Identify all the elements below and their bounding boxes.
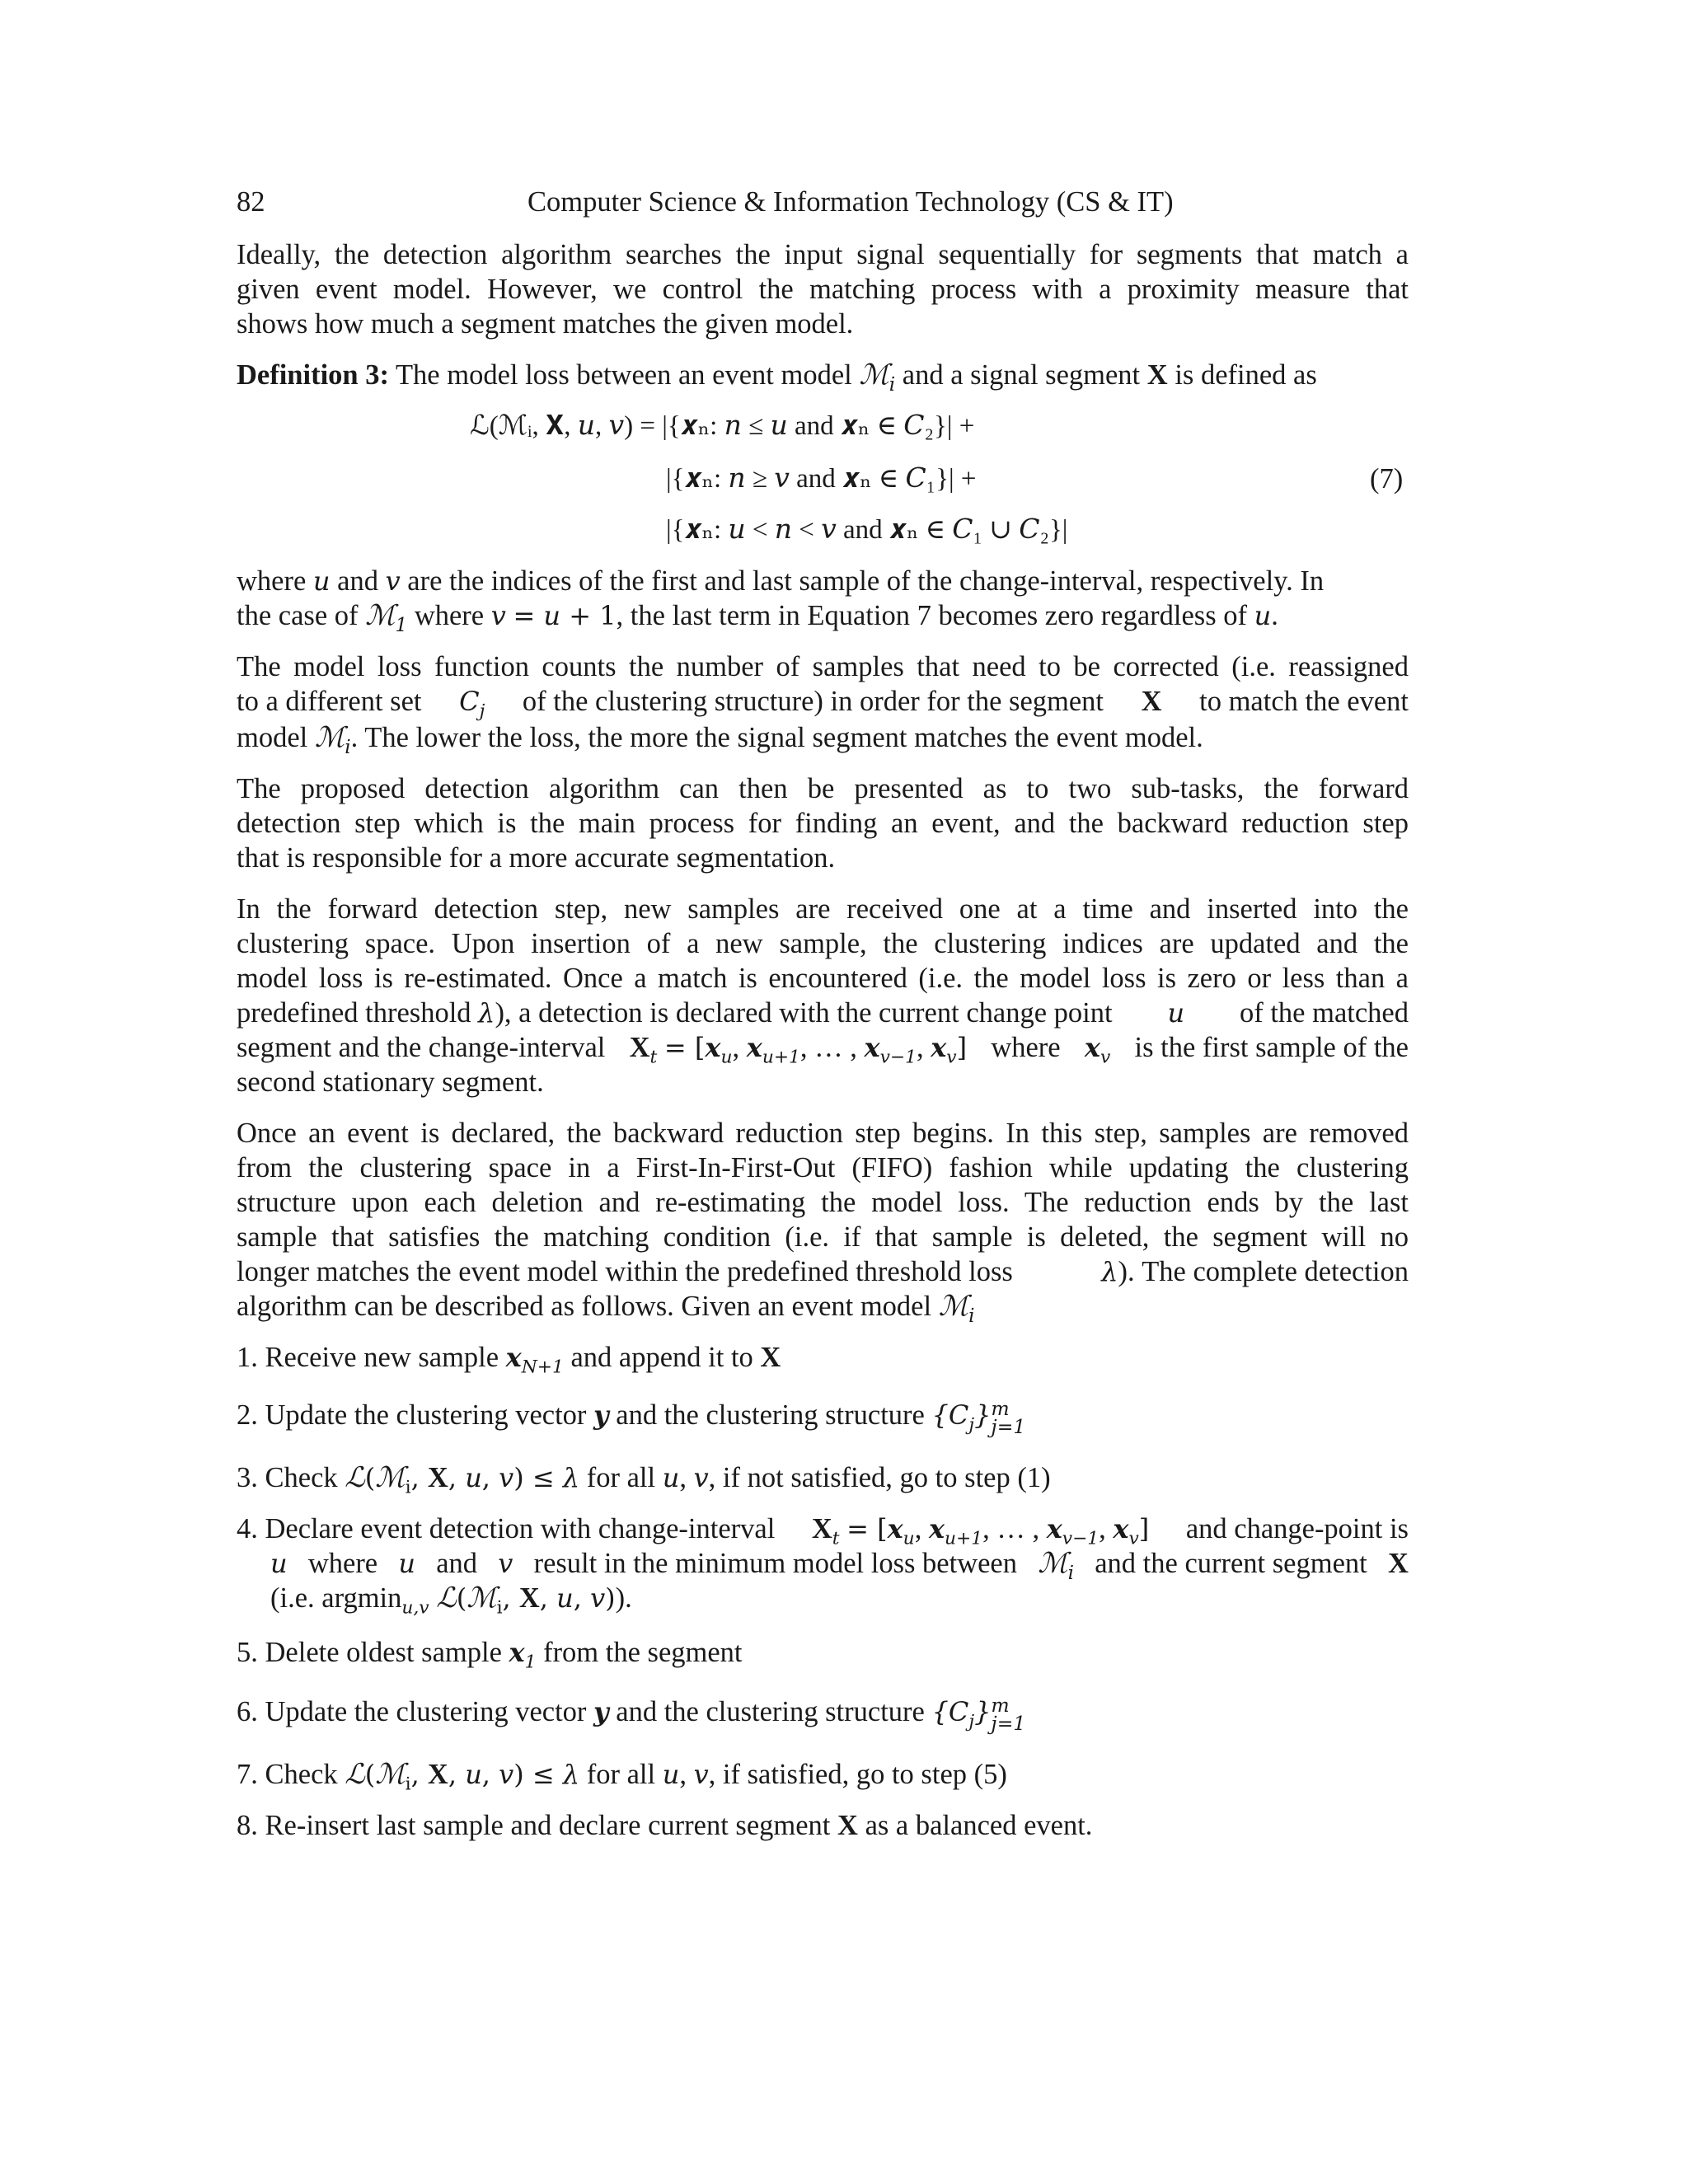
running-title: Computer Science & Information Technology (CS & IT): [528, 186, 1174, 218]
paragraph-line: algorithm can be described as follows. Given an event model ℳ$_i$: [237, 1290, 975, 1328]
page-number: 82: [237, 186, 265, 218]
paragraph-line: model loss is re-estimated. Once a match is encountered (i.e. the model loss is zero or less than a: [237, 963, 1409, 994]
paragraph-line: The model loss function counts the number of samples that need to be corrected (i.e. reassigned: [237, 651, 1409, 682]
paragraph-line: model ℳ$_i$. The lower the loss, the more the signal segment matches the event model.: [237, 721, 1203, 759]
paragraph-line: detection step which is the main process for finding an event, and the backward reduction step: [237, 808, 1409, 839]
paragraph-line: where u and v are the indices of the first and last sample of the change-interval, respectively. In: [237, 565, 1325, 597]
algorithm-step-3: 3. Check ℒ(ℳ$_i$, X, u, v) ≤ λ for all u, v, if not satisfied, go to step (1): [237, 1461, 1051, 1498]
algorithm-step-8: 8. Re-insert last sample and declare current segment X as a balanced event.: [237, 1810, 1093, 1841]
paragraph-line: given event model. However, we control the matching process with a proximity measure that: [237, 274, 1409, 305]
definition-line: Definition 3: The model loss between an event model ℳ$_i$ and a signal segment X is defined as: [237, 359, 1317, 396]
paragraph-line: second stationary segment.: [237, 1066, 544, 1098]
paragraph-line: Once an event is declared, the backward reduction step begins. In this step, samples are removed: [237, 1118, 1409, 1149]
paragraph-line: Ideally, the detection algorithm searches the input signal sequentially for segments that match a: [237, 239, 1409, 270]
algorithm-step-2: 2. Update the clustering vector y and the clustering structure $\{C_j\}$ m j=1: [237, 1396, 1026, 1439]
equation-line-1: ℒ(ℳᵢ, 𝐗, 𝑢, 𝑣) = |{𝒙ₙ: 𝑛 ≤ 𝑢 and 𝒙ₙ ∈ 𝐶₂}| +: [470, 411, 975, 441]
paragraph-line: sample that satisfies the matching condition (i.e. if that sample is deleted, the segment will no: [237, 1221, 1409, 1253]
paragraph-line: to a different set $C_j$ of the clustering structure) in order for the segment X to match the event: [237, 686, 1409, 722]
algorithm-step-4-line-1: 4. Declare event detection with change-interval $X_t = [x_u$, $x_{u+1}$, … , $x_{v-1}$, $x_v$] and change-point is: [237, 1513, 1409, 1549]
paragraph-line: from the clustering space in a First-In-First-Out (FIFO) fashion while updating the clustering: [237, 1152, 1409, 1183]
algorithm-step-4-line-3: (i.e. argmin$_{u,v}$ ℒ(ℳ$_i$, X, u, v)).: [270, 1582, 632, 1619]
algorithm-step-4-line-2: u where u and v result in the minimum model loss between ℳ$_i$ and the current segment X: [270, 1547, 1409, 1585]
equation-line-3: |{𝒙ₙ: 𝑢 < 𝑛 < 𝑣 and 𝒙ₙ ∈ 𝐶₁ ∪ 𝐶₂}|: [666, 515, 1068, 545]
paragraph-line: predefined threshold λ), a detection is declared with the current change point u of the matched: [237, 997, 1409, 1029]
paragraph-line: longer matches the event model within the predefined threshold loss λ). The complete detection: [237, 1256, 1409, 1287]
algorithm-step-5: 5. Delete oldest sample $x_1$ from the segment: [237, 1637, 743, 1673]
paragraph-line: structure upon each deletion and re-estimating the model loss. The reduction ends by the last: [237, 1187, 1409, 1218]
paragraph-line: clustering space. Upon insertion of a new sample, the clustering indices are updated and the: [237, 928, 1409, 959]
equation-number: (7): [1370, 463, 1404, 494]
equation-line-2: |{𝒙ₙ: 𝑛 ≥ 𝑣 and 𝒙ₙ ∈ 𝐶₁}| +: [666, 464, 977, 494]
paragraph-line: The proposed detection algorithm can then be presented as to two sub-tasks, the forward: [237, 773, 1409, 804]
definition-label: Definition 3:: [237, 359, 389, 391]
paragraph-line: In the forward detection step, new samples are received one at a time and inserted into the: [237, 893, 1409, 925]
algorithm-step-7: 7. Check ℒ(ℳ$_i$, X, u, v) ≤ λ for all u, v, if satisfied, go to step (5): [237, 1758, 1007, 1795]
algorithm-step-6: 6. Update the clustering vector y and the clustering structure $\{C_j\}$ m j=1: [237, 1693, 1026, 1736]
paragraph-line: the case of ℳ$_1$ where v = u + 1, the last term in Equation 7 becomes zero regardless of u.: [237, 599, 1278, 637]
paragraph-line: segment and the change-interval $X_t = [x_u$, $x_{u+1}$, … , $x_{v-1}$, $x_v$] where $x_v$ is the first sample of the: [237, 1032, 1409, 1068]
paragraph-line: that is responsible for a more accurate segmentation.: [237, 842, 836, 874]
algorithm-step-1: 1. Receive new sample $x_{N+1}$ and append it to X: [237, 1342, 781, 1378]
paragraph-line: shows how much a segment matches the given model.: [237, 308, 854, 340]
